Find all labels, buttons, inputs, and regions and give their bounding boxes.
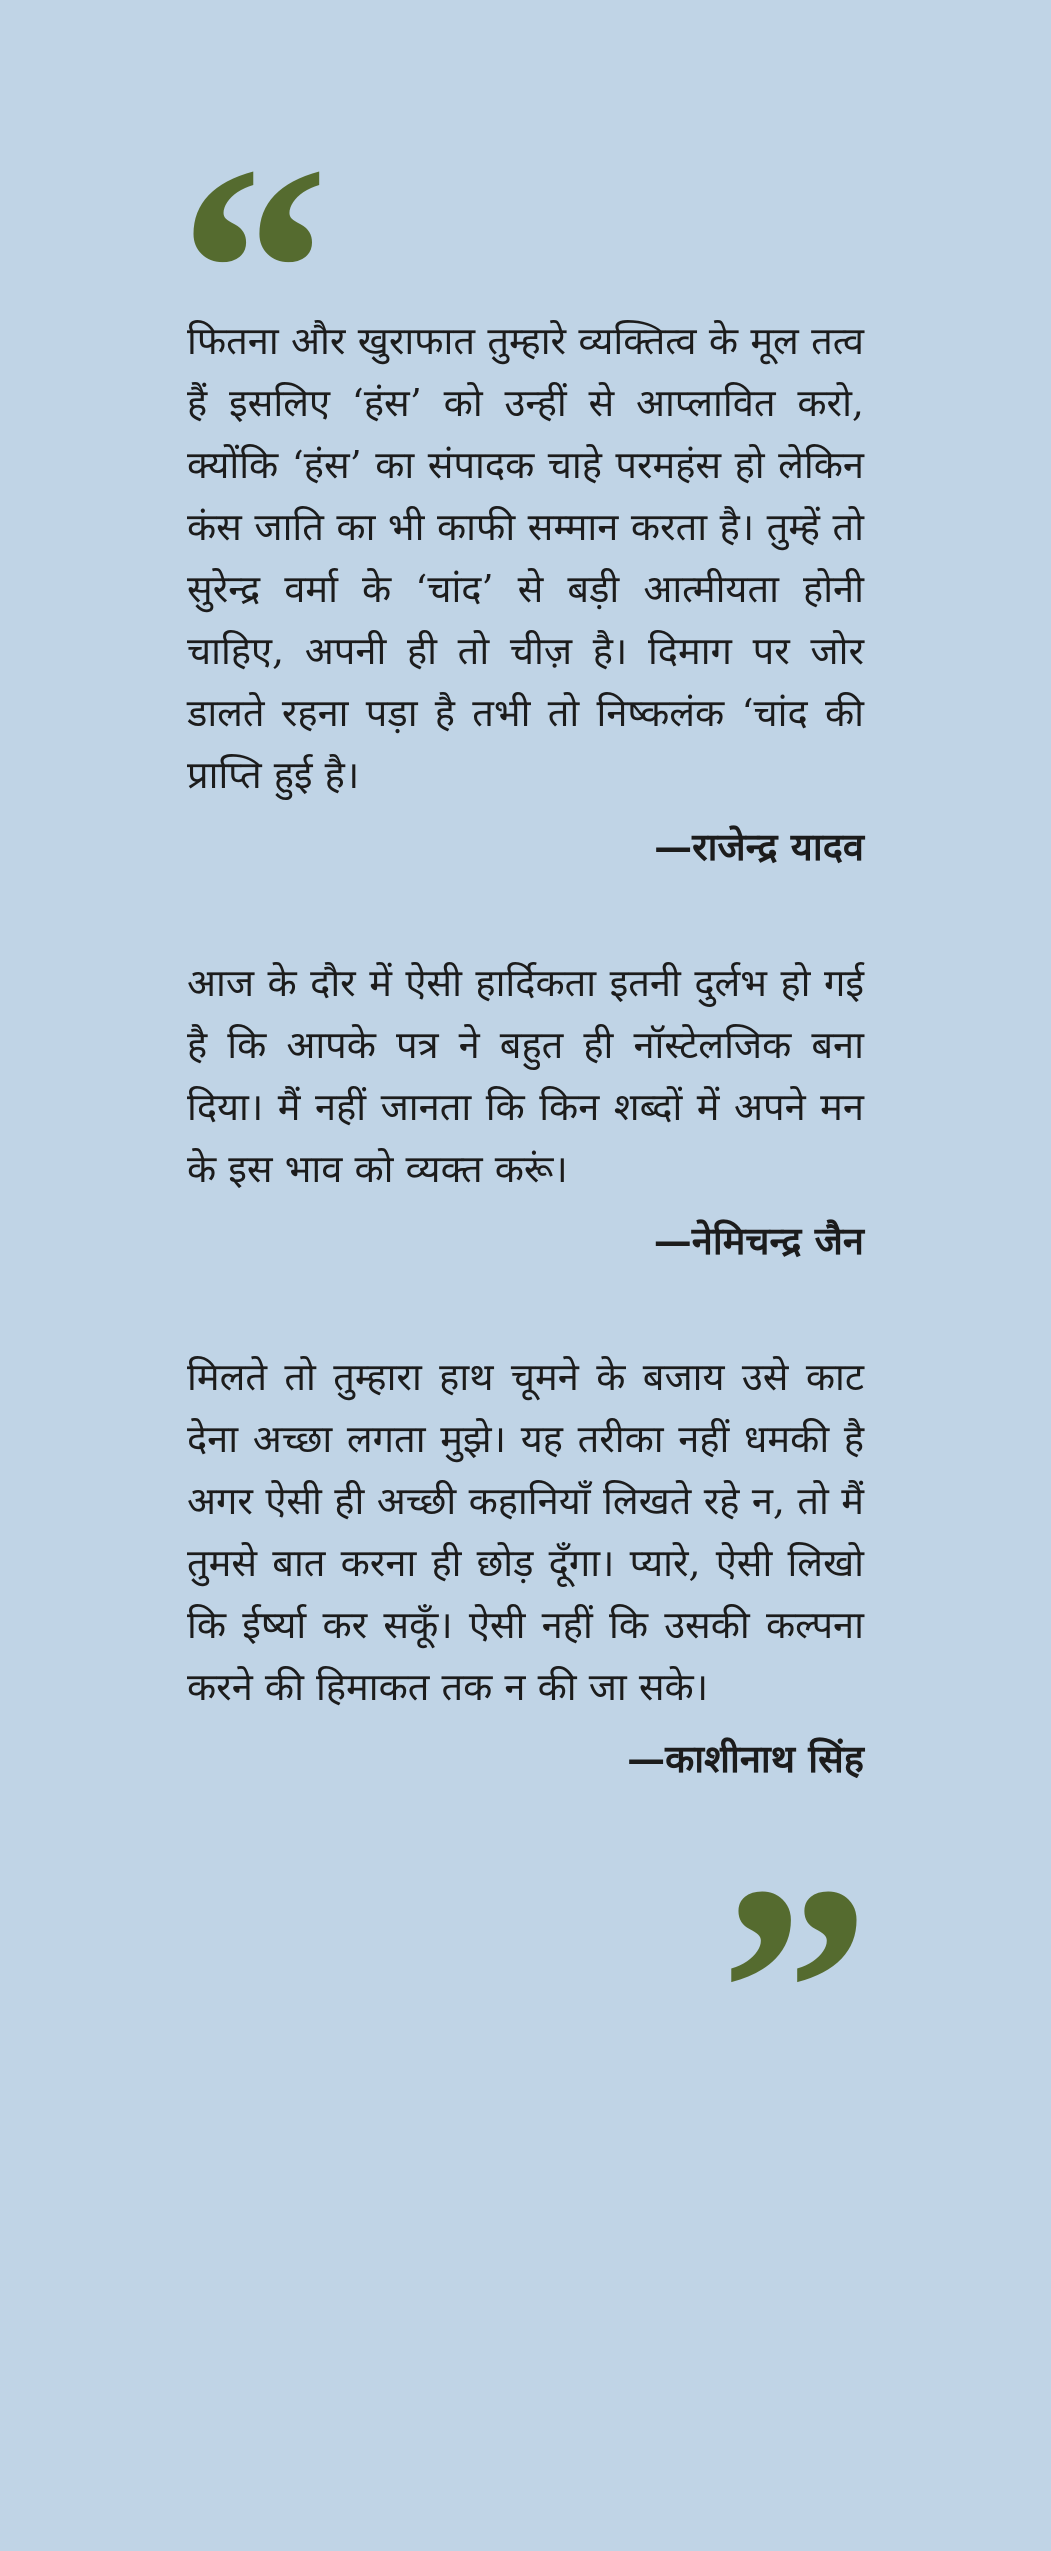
testimonial-text: मिलते तो तुम्हारा हाथ चूमने के बजाय उसे काट देना अच्छा लगता मुझे। यह तरीका नहीं धमकी है अगर ऐसी ही अच्छी कहानियाँ लिखते रहे न, तो मैं तुमसे बात करना ही छोड़ दूँगा। प्यारे, ऐसी लिखो कि ईर्ष्या कर सकूँ। ऐसी नहीं कि उसकी कल्पना करने की हिमाकत तक न की जा सके। [187,1355,864,1709]
close-quote-icon: ” [720,1824,870,2156]
testimonial-author: —नेमिचन्द्र जैन [653,1218,864,1263]
testimonial-text: फितना और खुराफात तुम्हारे व्यक्तित्व के मूल तत्व हैं इसलिए ‘हंस’ को उन्हीं से आप्लावित करो, क्योंकि ‘हंस’ का संपादक चाहे परमहंस हो लेकिन कंस जाति का भी काफी सम्मान करता है। तुम्हें तो सुरेन्द्र वर्मा के ‘चांद’ से बड़ी आत्मीयता होनी चाहिए, अपनी ही तो चीज़ है। दिमाग पर जोर डालते रहना पड़ा है तभी तो निष्कलंक ‘चांद की प्राप्ति हुई है। [187,319,864,797]
testimonial-author: —राजेन्द्र यादव [654,824,864,869]
open-quote-icon: “ [179,104,329,436]
testimonials-panel [179,0,870,2551]
testimonial-author: —काशीनाथ सिंह [627,1736,864,1781]
testimonial-3 [187,1346,864,1790]
testimonial-1 [187,310,864,878]
testimonial-text: आज के दौर में ऐसी हार्दिकता इतनी दुर्लभ हो गई है कि आपके पत्र ने बहुत ही नॉस्टेलजिक बना दिया। मैं नहीं जानता कि किन शब्दों में अपने मन के इस भाव को व्यक्त करूं। [187,961,864,1191]
testimonial-2 [187,952,864,1272]
